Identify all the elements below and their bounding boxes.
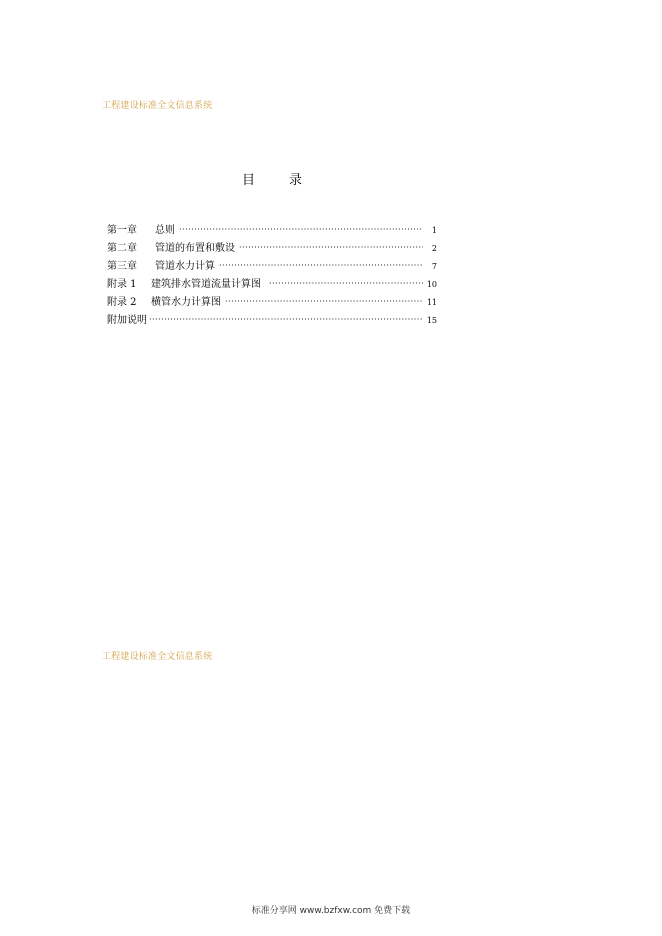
toc-entry-page: 1 bbox=[431, 226, 437, 235]
toc-entry-appendix-1[interactable] bbox=[107, 276, 437, 294]
toc-entry-label: 建筑排水管道流量计算图 bbox=[151, 279, 261, 290]
toc-entry-chapter-1[interactable] bbox=[107, 222, 437, 240]
toc-entry-label: 总则 bbox=[155, 225, 175, 236]
toc-entry-number: 第二章 bbox=[107, 243, 137, 254]
toc-entry-label: 管道水力计算 bbox=[155, 261, 215, 272]
header-watermark-mid: 工程建设标准全文信息系统 bbox=[102, 652, 213, 662]
toc-entry-number: 附录 1 bbox=[107, 279, 137, 290]
toc-dot-leader bbox=[219, 257, 423, 275]
toc-entry-label: 附加说明 bbox=[107, 315, 147, 326]
toc-entry-page: 11 bbox=[426, 298, 437, 307]
toc-entry-appendix-2[interactable] bbox=[107, 294, 437, 312]
toc-entry-page: 10 bbox=[426, 280, 437, 289]
toc-dot-leader bbox=[239, 239, 423, 257]
toc-dot-leader bbox=[225, 293, 423, 311]
toc-entry-number: 附录 2 bbox=[107, 297, 137, 308]
toc-entry-number: 第三章 bbox=[107, 261, 137, 272]
toc-title-char-1: 目 bbox=[241, 173, 255, 188]
toc-dot-leader bbox=[149, 311, 423, 329]
toc-entry-chapter-3[interactable] bbox=[107, 258, 437, 276]
toc-dot-leader bbox=[269, 275, 423, 293]
toc-entry-page: 15 bbox=[426, 316, 437, 325]
toc-dot-leader bbox=[179, 221, 423, 239]
toc-entry-page: 2 bbox=[431, 244, 437, 253]
footer-download-note: 标准分享网 www.bzfxw.com 免费下载 bbox=[251, 906, 411, 916]
toc-entry-page: 7 bbox=[431, 262, 437, 271]
table-of-contents bbox=[107, 222, 437, 330]
toc-entry-chapter-2[interactable] bbox=[107, 240, 437, 258]
header-watermark-top: 工程建设标准全文信息系统 bbox=[102, 101, 213, 111]
toc-entry-label: 横管水力计算图 bbox=[151, 297, 221, 308]
toc-title-char-2: 录 bbox=[289, 173, 303, 188]
toc-entry-number: 第一章 bbox=[107, 225, 137, 236]
toc-entry-supplementary-note[interactable] bbox=[107, 312, 437, 330]
toc-title bbox=[0, 169, 544, 188]
toc-entry-label: 管道的布置和敷设 bbox=[155, 243, 235, 254]
